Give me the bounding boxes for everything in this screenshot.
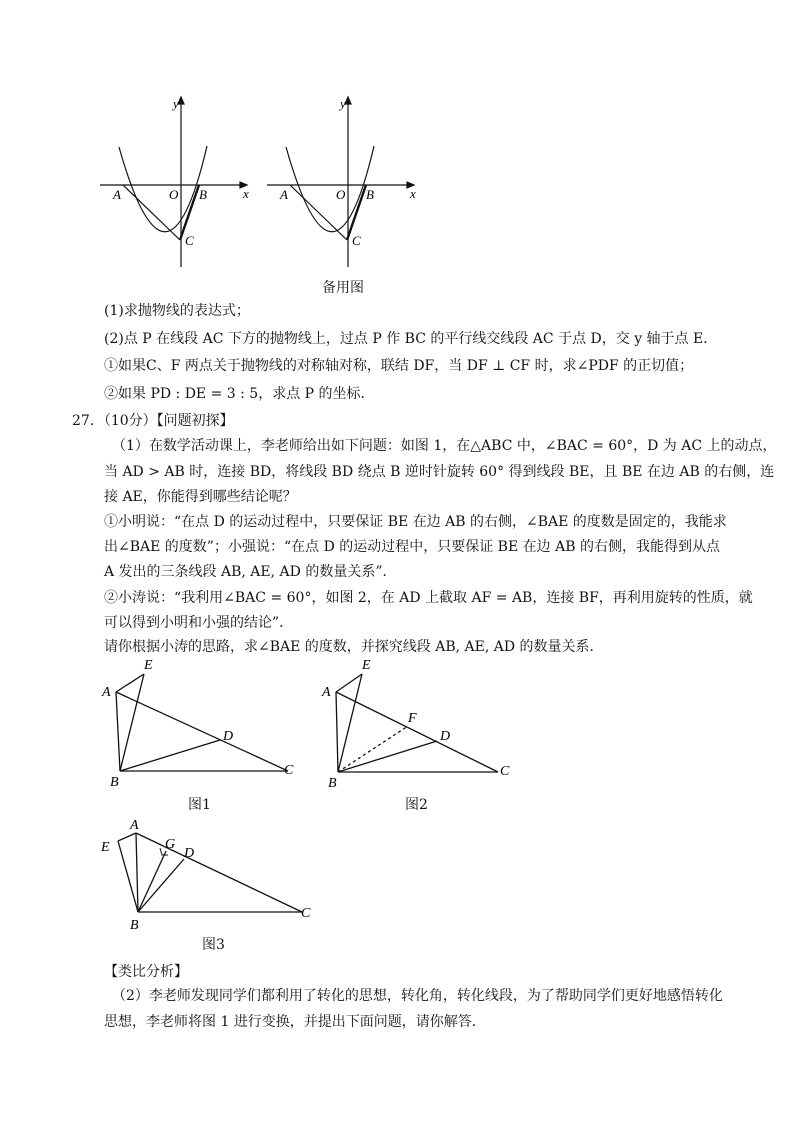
figure-3-caption: 图3 [202,937,225,953]
label-b: B [110,775,119,790]
q26-sub2-1: ①如果C、F 两点关于抛物线的对称轴对称，联结 DF，当 DF ⊥ CF 时，求∠PDF 的正切值； [104,358,694,374]
segment-ae [118,833,136,841]
label-e: E [362,658,371,673]
q27-task: 请你根据小涛的思路，求∠BAE 的度数，并探究线段 AB, AE, AD 的数量关系． [104,639,604,655]
parabola-figure-caption: 备用图 [322,280,364,296]
label-c: C [301,906,311,921]
label-a: A [130,818,139,833]
y-axis-arrow [178,97,184,104]
segment-be [118,841,138,912]
segment-be [120,674,144,771]
figure-3 [96,815,326,940]
parabola-curve [286,146,374,232]
label-a: A [322,685,331,700]
segment-ac [336,692,498,772]
q27-xt-line1: ②小涛说：“我利用∠BAC = 60°，如图 2，在 AD 上截取 AF = AB，连接 BF，再利用旋转的性质，就 [104,590,753,606]
label-b: B [366,187,374,202]
segment-bc [180,185,199,240]
parabola-curve [119,146,207,232]
label-d: D [223,729,234,744]
label-a: A [113,187,121,202]
q27-p2-line1: （2）李老师发现同学们都利用了转化的思想，转化角，转化线段，为了帮助同学们更好地感悟转化 [112,988,723,1004]
q27-p2-line2: 思想，李老师将图 1 进行变换，并提出下面问题，请你解答． [104,1014,486,1030]
figure-1-caption: 图1 [188,797,211,813]
q27-section1: 【问题初探】 [156,413,234,429]
label-b: B [130,918,139,933]
segment-bd [120,740,220,771]
q27-p1-line3: 接 AE，你能得到哪些结论呢？ [104,489,297,505]
label-y: y [340,96,346,111]
label-c: C [352,233,361,248]
label-b: B [328,776,337,790]
label-x: x [243,186,249,201]
q27-p1-line1: （1）在数学活动课上，李老师给出如下问题：如图 1，在△ABC 中，∠BAC = 60°，D 为 AC 上的动点， [112,438,777,454]
segment-ab [136,833,138,912]
label-c: C [284,763,294,778]
q27-section2: 【类比分析】 [104,964,188,980]
parabola-figure-1 [95,92,255,272]
figure-2-caption: 图2 [405,797,428,813]
q27-number: 27． [72,413,104,429]
label-y: y [173,96,179,111]
label-b: B [199,187,207,202]
q27-xm-line2: 出∠BAE 的度数”；小强说：“在点 D 的运动过程中，只要保证 BE 在边 AB 的右侧，我能得到从点 [104,539,720,555]
q26-sub1: (1)求抛物线的表达式； [104,303,250,319]
label-g: G [165,837,176,852]
q27-xm-line1: ①小明说：“在点 D 的运动过程中，只要保证 BE 在边 AB 的右侧，∠BAE 的度数是固定的，我能求 [104,514,727,530]
label-o: O [169,187,179,202]
segment-ab [116,692,120,771]
label-c: C [185,233,194,248]
q26-sub2: (2)点 P 在线段 AC 下方的抛物线上，过点 P 作 BC 的平行线交线段 AC 于点 D，交 y 轴于点 E． [104,331,718,347]
label-f: F [408,711,417,726]
q26-sub2-2: ②如果 PD : DE = 3 : 5，求点 P 的坐标． [104,386,375,402]
label-x: x [410,186,416,201]
figure-1 [96,650,311,790]
segment-ab [336,692,338,772]
label-c: C [500,764,510,779]
label-e: E [101,840,110,855]
segment-bd [338,741,437,772]
label-a: A [102,685,111,700]
segment-ac [136,833,302,912]
label-e: E [144,658,153,673]
y-axis-arrow [345,97,351,104]
segment-bg [138,851,166,912]
segment-bf-dashed [338,726,408,772]
q27-points: （10分） [103,413,157,429]
q27-xt-line2: 可以得到小明和小强的结论”． [104,615,294,631]
parabola-figure-2 [262,92,422,272]
label-a: A [280,187,288,202]
q27-header [72,411,234,431]
label-o: O [336,187,346,202]
q27-xm-line3: A 发出的三条线段 AB, AE, AD 的数量关系”． [104,564,397,580]
segment-ac [116,692,288,771]
figure-2 [316,650,531,790]
segment-bd [138,859,184,912]
label-d: D [184,846,195,861]
q27-p1-line2: 当 AD > AB 时，连接 BD，将线段 BD 绕点 B 逆时针旋转 60° 得到线段 BE，且 BE 在边 AB 的右侧，连 [104,464,775,480]
label-d: D [440,729,451,744]
segment-bc [347,185,366,240]
